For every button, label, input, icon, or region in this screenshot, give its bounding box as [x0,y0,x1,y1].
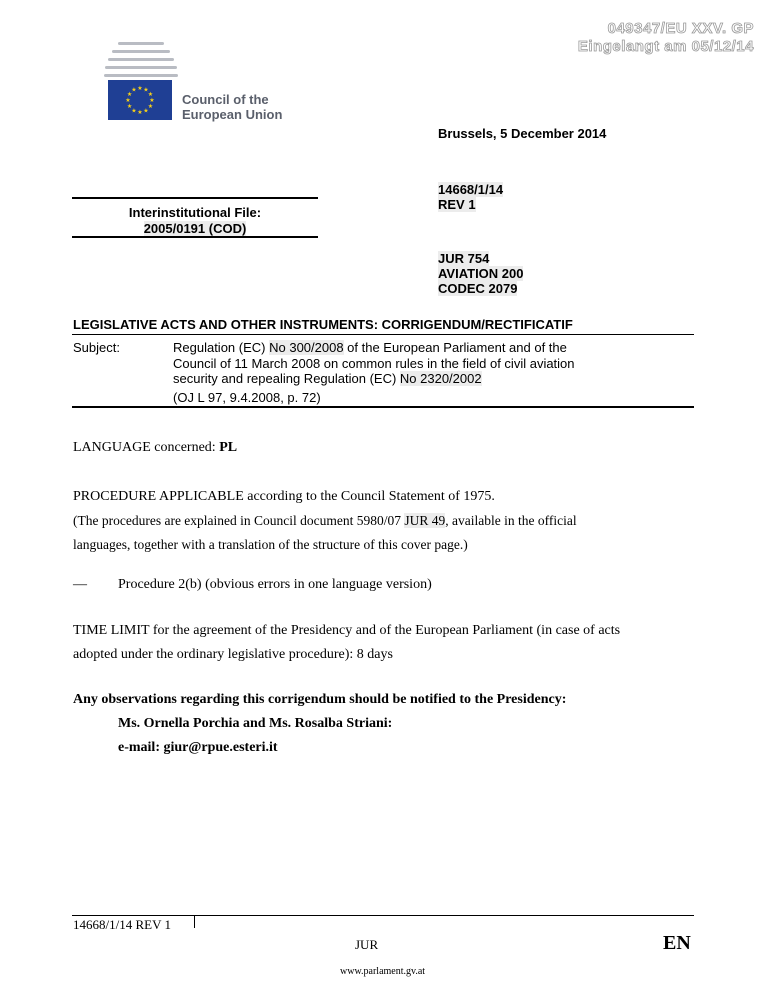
flag-star: ★ [143,87,149,94]
footer-reference: 14668/1/14 REV 1 [73,917,171,932]
document-reference [438,182,503,212]
eu-flag-icon [108,80,172,120]
interinstitutional-value: 2005/0191 (COD) [143,221,247,236]
code-aviation: AVIATION 200 [438,266,524,281]
interinstitutional-label: Interinstitutional File: [128,205,262,220]
document-revision: REV 1 [438,197,476,212]
language-concerned: LANGUAGE concerned: PL [73,440,238,455]
flag-star: ★ [126,92,133,98]
stamp-line-2: Eingelangt am 05/12/14 [577,38,754,55]
interinstitutional-top-rule [72,197,318,199]
title-rule [72,334,694,335]
procedure-section: PROCEDURE APPLICABLE according to the Council Statement of 1975. (The procedures are explained in Council document 5980/07 JUR 49, available in the official languages, together with a translation of the structure of this cover page.) [73,485,698,557]
stamp-line-1: 049347/EU XXV. GP [607,20,754,37]
flag-star: ★ [131,108,137,115]
time-limit: TIME LIMIT for the agreement of the Presidency and of the European Parliament (in case of acts adopted under the ordinary legislative procedure): 8 days [73,623,621,662]
footer-ref-divider [194,915,195,928]
flag-star: ★ [126,104,133,110]
official-journal-ref: (OJ L 97, 9.4.2008, p. 72) [173,389,321,405]
footer-department: JUR [355,937,379,952]
flag-star: ★ [125,98,131,104]
document-number: 14668/1/14 [438,182,504,197]
contact-names: Ms. Ornella Porchia and Ms. Rosalba Striani: [118,716,393,731]
document-title: LEGISLATIVE ACTS AND OTHER INSTRUMENTS: CORRIGENDUM/RECTIFICATIF [73,317,573,332]
flag-star: ★ [137,110,143,116]
logo-org-line-2: European Union [182,107,283,122]
contact-email: e-mail: giur@rpue.esteri.it [118,740,278,755]
code-codec: CODEC 2079 [438,281,518,296]
procedure-dash: — [73,577,87,592]
interinstitutional-file [72,205,318,237]
flag-star: ★ [131,87,137,94]
flag-star: ★ [143,108,149,115]
observations [73,688,698,760]
registration-stamp [578,20,754,56]
repealed-regulation-number: No 2320/2002 [399,371,482,386]
procedure-heading: PROCEDURE APPLICABLE according to the Council Statement of 1975. [73,489,495,504]
document-codes [438,251,523,296]
jur-reference: JUR 49 [404,513,446,528]
flag-star: ★ [147,92,154,98]
subject-label: Subject: [73,340,120,355]
flag-star: ★ [147,104,154,110]
footer-url: www.parlament.gv.at [340,966,426,977]
council-logo [100,40,300,122]
document-date: Brussels, 5 December 2014 [438,126,607,141]
subject-text: Regulation (EC) No 300/2008 of the European Parliament and of the Council of 11 March 2008 on common rules in the field of civil aviation security and repealing Regulation (EC) No 2320/2002 (OJ L 97, 9.4.2008, p. 72) [173,340,693,405]
observations-heading: Any observations regarding this corrigendum should be notified to the Presidency: [73,692,567,707]
code-jur: JUR 754 [438,251,490,266]
procedure-item: Procedure 2(b) (obvious errors in one language version) [118,577,432,592]
footer-rule [72,915,694,916]
footer-language: EN [663,932,691,954]
flag-star: ★ [137,86,143,92]
flag-star: ★ [149,98,155,104]
language-code: PL [219,440,238,455]
subject-bottom-rule [72,406,694,408]
regulation-number: No 300/2008 [269,340,344,355]
interinstitutional-bottom-rule [72,236,318,238]
logo-org-line-1: Council of the [182,92,269,107]
